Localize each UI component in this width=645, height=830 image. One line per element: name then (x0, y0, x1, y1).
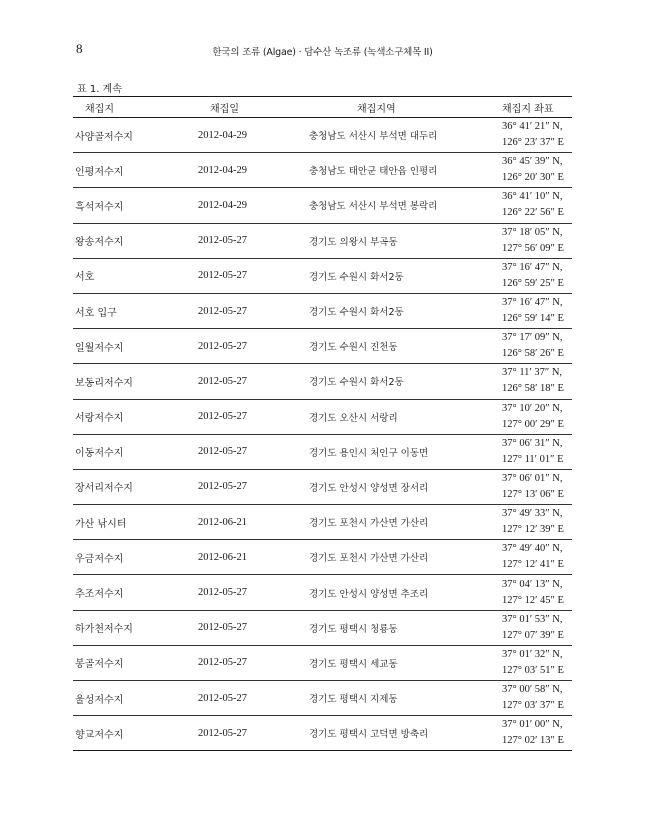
column-header-site: 채집지 (85, 104, 114, 115)
cell-region: 경기도 수원시 화서2동 (309, 307, 404, 319)
table-row (73, 224, 572, 259)
cell-site: 인평저수지 (75, 166, 124, 178)
cell-coordinates (502, 505, 564, 539)
cell-coordinates (502, 259, 564, 293)
cell-date: 2012-05-27 (198, 375, 247, 387)
table-row (73, 259, 572, 294)
cell-site: 가산 낚시터 (75, 518, 127, 530)
cell-date: 2012-05-27 (198, 481, 247, 493)
cell-region: 경기도 평택시 고덕면 방축리 (309, 729, 429, 741)
table-row (73, 153, 572, 188)
latitude: 37° 17′ 09″ N, (502, 332, 563, 344)
latitude: 36° 41′ 10″ N, (502, 191, 563, 203)
longitude: 127° 12′ 45″ E (502, 594, 564, 606)
longitude: 127° 12′ 39″ E (502, 524, 564, 536)
cell-date: 2012-05-27 (198, 692, 247, 704)
cell-site: 우금저수지 (75, 553, 124, 565)
cell-region: 충청남도 서산시 부석면 대두리 (309, 131, 438, 143)
cell-site: 사양골저수지 (75, 131, 133, 143)
cell-site: 봉골저수지 (75, 659, 124, 671)
table-row (73, 681, 572, 716)
latitude: 37° 10′ 20″ N, (502, 402, 563, 414)
table-row (73, 505, 572, 540)
cell-site: 서호 입구 (75, 307, 117, 319)
table-header-row (73, 97, 572, 117)
longitude: 126° 58′ 26″ E (502, 348, 564, 360)
table-row (73, 364, 572, 399)
cell-site: 서랑저수지 (75, 413, 124, 425)
longitude: 126° 20′ 30″ E (502, 172, 564, 184)
cell-date: 2012-04-29 (198, 164, 247, 176)
cell-coordinates (502, 540, 564, 574)
latitude: 37° 04′ 13″ N, (502, 578, 563, 590)
latitude: 37° 06′ 01″ N, (502, 472, 563, 484)
column-header-date: 채집일 (210, 104, 239, 115)
cell-date: 2012-05-27 (198, 446, 247, 458)
cell-date: 2012-06-21 (198, 516, 247, 528)
table-row (73, 435, 572, 470)
latitude: 37° 01′ 32″ N, (502, 648, 563, 660)
latitude: 37° 01′ 00″ N, (502, 719, 563, 731)
cell-site: 일월저수지 (75, 342, 124, 354)
longitude: 126° 23′ 37″ E (502, 137, 564, 149)
longitude: 127° 13′ 06″ E (502, 488, 564, 500)
cell-coordinates (502, 435, 564, 469)
latitude: 37° 00′ 58″ N, (502, 684, 563, 696)
table-row (73, 716, 572, 751)
page-number: 8 (76, 41, 83, 56)
cell-coordinates (502, 329, 564, 363)
longitude: 127° 11′ 01″ E (502, 453, 564, 465)
longitude: 126° 59′ 25″ E (502, 277, 564, 289)
cell-region: 경기도 수원시 화서2동 (309, 271, 404, 283)
cell-coordinates (502, 364, 564, 398)
table-row (73, 470, 572, 505)
latitude: 37° 16′ 47″ N, (502, 261, 563, 273)
cell-date: 2012-05-27 (198, 235, 247, 247)
longitude: 126° 58′ 18″ E (502, 383, 564, 395)
column-header-region: 채집지역 (357, 104, 396, 115)
cell-date: 2012-05-27 (198, 727, 247, 739)
latitude: 37° 01′ 53″ N, (502, 613, 563, 625)
cell-region: 경기도 안성시 양성면 장서리 (309, 482, 429, 494)
cell-coordinates (502, 646, 564, 680)
table-body (73, 118, 572, 751)
latitude: 36° 45′ 39″ N, (502, 156, 563, 168)
cell-date: 2012-05-27 (198, 622, 247, 634)
cell-coordinates (502, 294, 564, 328)
cell-region: 경기도 평택시 지제동 (309, 694, 398, 706)
column-header-coordinates: 채집지 좌표 (502, 104, 554, 115)
latitude: 37° 49′ 40″ N, (502, 543, 563, 555)
cell-coordinates (502, 188, 564, 222)
longitude: 127° 03′ 51″ E (502, 664, 564, 676)
cell-coordinates (502, 575, 564, 609)
cell-region: 경기도 포천시 가산면 가산리 (309, 518, 429, 530)
cell-region: 경기도 평택시 청룡동 (309, 623, 398, 635)
table-row (73, 188, 572, 223)
longitude: 127° 56′ 09″ E (502, 242, 564, 254)
cell-coordinates (502, 681, 564, 715)
cell-coordinates (502, 224, 564, 258)
cell-region: 경기도 안성시 양성면 추조리 (309, 588, 429, 600)
latitude: 37° 11′ 37″ N, (502, 367, 563, 379)
cell-date: 2012-06-21 (198, 551, 247, 563)
longitude: 127° 00′ 29″ E (502, 418, 564, 430)
table-row (73, 540, 572, 575)
cell-site: 왕송저수지 (75, 237, 124, 249)
latitude: 37° 49′ 33″ N, (502, 508, 563, 520)
cell-region: 충청남도 서산시 부석면 봉락리 (309, 201, 438, 213)
table-row (73, 294, 572, 329)
cell-region: 경기도 평택시 세교동 (309, 658, 398, 670)
cell-coordinates (502, 118, 564, 152)
cell-site: 향교저수지 (75, 729, 124, 741)
table-caption: 표 1. 계속 (77, 84, 122, 95)
cell-date: 2012-05-27 (198, 411, 247, 423)
longitude: 127° 03′ 37″ E (502, 700, 564, 712)
latitude: 37° 18′ 05″ N, (502, 226, 563, 238)
cell-date: 2012-05-27 (198, 270, 247, 282)
longitude: 127° 07′ 39″ E (502, 629, 564, 641)
table-row (73, 611, 572, 646)
longitude: 127° 02′ 13″ E (502, 735, 564, 747)
cell-region: 경기도 용인시 처인구 이동면 (309, 447, 429, 459)
cell-coordinates (502, 611, 564, 645)
cell-coordinates (502, 400, 564, 434)
cell-region: 경기도 수원시 화서2동 (309, 377, 404, 389)
latitude: 36° 41′ 21″ N, (502, 121, 563, 133)
cell-region: 경기도 수원시 진천동 (309, 342, 398, 354)
cell-coordinates (502, 153, 564, 187)
longitude: 127° 12′ 41″ E (502, 559, 564, 571)
cell-region: 경기도 오산시 서랑리 (309, 412, 398, 424)
cell-date: 2012-05-27 (198, 657, 247, 669)
cell-site: 추조저수지 (75, 589, 124, 601)
cell-site: 이동저수지 (75, 448, 124, 460)
longitude: 126° 22′ 56″ E (502, 207, 564, 219)
cell-site: 보동리저수지 (75, 377, 133, 389)
latitude: 37° 16′ 47″ N, (502, 297, 563, 309)
cell-date: 2012-05-27 (198, 587, 247, 599)
table-row (73, 329, 572, 364)
cell-site: 흑석저수지 (75, 201, 124, 213)
cell-site: 서호 (75, 272, 95, 284)
longitude: 126° 59′ 14″ E (502, 313, 564, 325)
cell-region: 충청남도 태안군 태안읍 인평리 (309, 166, 438, 178)
cell-site: 울성저수지 (75, 694, 124, 706)
cell-site: 장서리저수지 (75, 483, 133, 495)
cell-date: 2012-05-27 (198, 340, 247, 352)
cell-site: 하가천저수지 (75, 624, 133, 636)
cell-region: 경기도 의왕시 부곡동 (309, 236, 398, 248)
latitude: 37° 06′ 31″ N, (502, 437, 563, 449)
cell-date: 2012-04-29 (198, 199, 247, 211)
table-row (73, 646, 572, 681)
cell-region: 경기도 포천시 가산면 가산리 (309, 553, 429, 565)
cell-date: 2012-05-27 (198, 305, 247, 317)
cell-date: 2012-04-29 (198, 129, 247, 141)
table-row (73, 575, 572, 610)
table-row (73, 400, 572, 435)
cell-coordinates (502, 470, 564, 504)
cell-coordinates (502, 716, 564, 750)
table-row (73, 118, 572, 153)
running-header: 한국의 조류 (Algae) · 담수산 녹조류 (녹색소구체목 II) (212, 47, 433, 58)
